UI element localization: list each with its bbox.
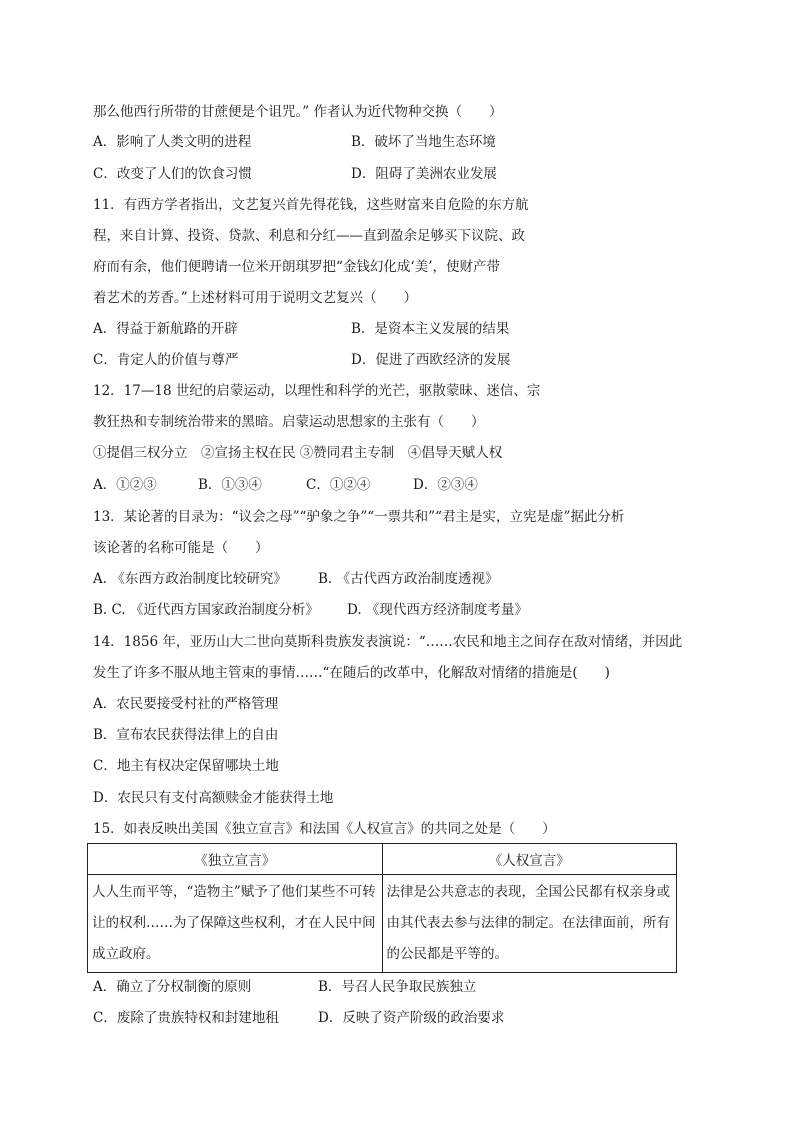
q12-option-d: D．②③④ xyxy=(413,477,478,493)
table-cell-rights: 法律是公共意志的表现，全国公民都有权亲身或由其代表去参与法律的制定。在法律面前，所有的公民都是平等的。 xyxy=(382,875,677,973)
q15-option-b: B．号召人民争取民族独立 xyxy=(318,979,477,995)
q11-option-d: D．促进了西欧经济的发展 xyxy=(351,352,511,368)
q13-option-d: D. 《现代西方经济制度考量》 xyxy=(347,602,528,618)
q14-option-b: B．宣布农民获得法律上的自由 xyxy=(93,727,279,743)
q10-option-d: D．阻碍了美洲农业发展 xyxy=(351,166,497,182)
q15-option-c: C．废除了贵族特权和封建地租 xyxy=(93,1010,279,1026)
q10-option-a: A．影响了人类文明的进程 xyxy=(93,134,252,150)
q13-option-b: B. 《古代西方政治制度透视》 xyxy=(318,571,499,587)
table-header-row xyxy=(88,844,677,875)
q14-option-c: C．地主有权决定保留哪块土地 xyxy=(93,758,279,774)
q11-stem-line-2: 程，来自计算、投资、贷款、利息和分红——直到盈余足够买下议院、政 xyxy=(93,228,525,244)
q12-stem-line-2: 教狂热和专制统治带来的黑暗。启蒙运动思想家的主张有（ ） xyxy=(93,414,485,430)
q10-option-c: C．改变了人们的饮食习惯 xyxy=(93,166,252,182)
q11-stem-line-1: 11．有西方学者指出，文艺复兴首先得花钱，这些财富来自危险的东方航 xyxy=(93,197,529,213)
q11-stem-line-3: 府而有余，他们便聘请一位米开朗琪罗把“金钱幻化成‘美’，使财产带 xyxy=(93,259,500,275)
table-header-independence: 《独立宣言》 xyxy=(88,844,383,875)
q15-option-a: A．确立了分权制衡的原则 xyxy=(93,979,252,995)
q11-option-b: B．是资本主义发展的结果 xyxy=(351,321,510,337)
q15-option-d: D．反映了资产阶级的政治要求 xyxy=(318,1010,505,1026)
q12-stem-line-1: 12．17—18 世纪的启蒙运动，以理性和科学的光芒，驱散蒙昧、迷信、宗 xyxy=(93,383,541,399)
q13-option-a: A. 《东西方政治制度比较研究》 xyxy=(93,571,287,587)
table-cell-independence: 人人生而平等，“造物主”赋予了他们某些不可转让的权利……为了保障这些权利，才在人民中间成立政府。 xyxy=(88,875,383,973)
q15-stem: 15．如表反映出美国《独立宣言》和法国《人权宣言》的共同之处是（ ） xyxy=(93,821,556,837)
q11-option-a: A．得益于新航路的开辟 xyxy=(93,321,238,337)
q12-statements: ①提倡三权分立 ②宣扬主权在民 ③赞同君主专制 ④倡导天赋人权 xyxy=(93,445,503,461)
table-row xyxy=(88,875,677,973)
q12-option-b: B．①③④ xyxy=(198,477,262,493)
declarations-table xyxy=(87,843,677,973)
q11-stem-line-4: 着艺术的芳香。”上述材料可用于说明文艺复兴（ ） xyxy=(93,290,418,306)
q13-option-c: B. C. 《近代西方国家政治制度分析》 xyxy=(93,602,319,618)
q14-option-d: D．农民只有支付高额赎金才能获得土地 xyxy=(93,790,334,806)
q14-stem-line-1: 14．1856 年，亚历山大二世向莫斯科贵族发表演说：“……农民和地主之间存在敌对情绪，并因此 xyxy=(93,634,683,650)
q12-option-c: C．①②④ xyxy=(306,477,371,493)
table-header-rights: 《人权宣言》 xyxy=(382,844,677,875)
q14-option-a: A．农民要接受村社的严格管理 xyxy=(93,696,279,712)
q10-option-b: B．破坏了当地生态环境 xyxy=(351,134,496,150)
q11-option-c: C．肯定人的价值与尊严 xyxy=(93,352,239,368)
q12-option-a: A．①②③ xyxy=(93,477,157,493)
q14-stem-line-2: 发生了许多不服从地主管束的事情……“在随后的改革中，化解敌对情绪的措施是( ) xyxy=(93,665,610,681)
q10-stem-tail: 那么他西行所带的甘蔗便是个诅咒。” 作者认为近代物种交换（ ） xyxy=(93,104,503,120)
q13-stem-line-1: 13．某论著的目录为：“议会之母”“驴象之争”“一票共和”“君主是实，立宪是虚”据此分析 xyxy=(93,509,625,525)
q13-stem-line-2: 该论著的名称可能是（ ） xyxy=(93,540,269,556)
